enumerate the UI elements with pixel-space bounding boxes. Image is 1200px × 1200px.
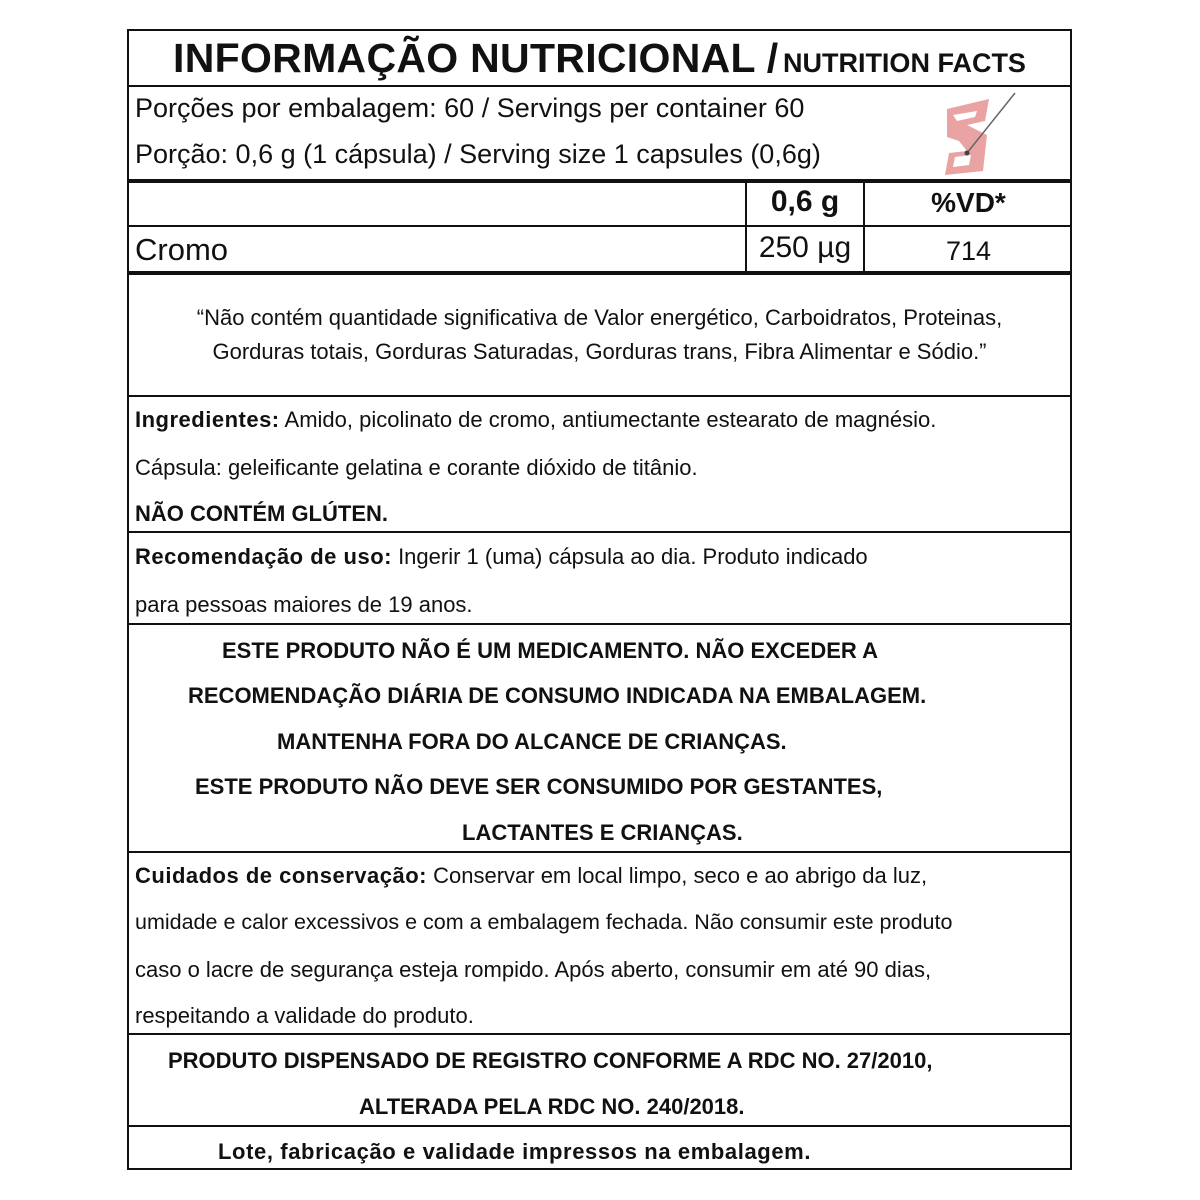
storage-text: Cuidados de conservação: Conservar em local limpo, seco e ao abrigo da luz, [135, 863, 928, 888]
certification-seal-icon [937, 91, 1017, 177]
warning-line: LACTANTES E CRIANÇAS. [462, 820, 743, 845]
divider [129, 531, 1070, 533]
storage-text-line4: respeitando a validade do produto. [135, 1003, 474, 1028]
storage-label: Cuidados de conservação: [135, 863, 427, 888]
servings-per-container: Porções por embalagem: 60 / Servings per container 60 [135, 93, 805, 123]
title-sub: NUTRITION FACTS [782, 48, 1026, 78]
gluten-statement: NÃO CONTÉM GLÚTEN. [135, 501, 388, 526]
usage-text: Recomendação de uso: Ingerir 1 (uma) cápsula ao dia. Produto indicado [135, 544, 868, 569]
nutrient-amount: 250 µg [758, 231, 852, 264]
usage-label: Recomendação de uso: [135, 544, 392, 569]
ingredients-text: Ingredientes: Amido, picolinato de cromo, antiumectante estearato de magnésio. [135, 407, 937, 432]
divider [129, 225, 1070, 227]
divider [129, 271, 1070, 275]
ingredients-label: Ingredientes: [135, 407, 280, 432]
nutrition-label [127, 29, 1072, 1170]
divider [129, 1033, 1070, 1035]
warning-line: MANTENHA FORA DO ALCANCE DE CRIANÇAS. [277, 729, 787, 754]
storage-text-line2: umidade e calor excessivos e com a embalagem fechada. Não consumir este produto [135, 910, 953, 934]
nutrient-daily-value: 714 [945, 236, 992, 266]
divider [129, 851, 1070, 853]
warning-line: ESTE PRODUTO NÃO É UM MEDICAMENTO. NÃO EXCEDER A [222, 638, 878, 663]
header-daily-value: %VD* [931, 187, 1006, 218]
warning-line: RECOMENDAÇÃO DIÁRIA DE CONSUMO INDICADA NA EMBALAGEM. [188, 683, 927, 708]
divider [129, 1125, 1070, 1127]
label-title [129, 35, 1070, 82]
divider [129, 395, 1070, 397]
batch-info: Lote, fabricação e validade impressos na embalagem. [218, 1139, 812, 1164]
capsule-text: Cápsula: geleificante gelatina e corante dióxido de titânio. [135, 455, 698, 480]
storage-text-line3: caso o lacre de segurança esteja rompido. Após aberto, consumir em até 90 dias, [135, 957, 932, 982]
header-amount: 0,6 g [770, 185, 840, 218]
nutrient-name: Cromo [135, 232, 229, 267]
serving-size: Porção: 0,6 g (1 cápsula) / Serving size 1 capsules (0,6g) [135, 139, 821, 169]
usage-text-line2: para pessoas maiores de 19 anos. [135, 592, 473, 617]
divider [129, 623, 1070, 625]
divider [129, 85, 1070, 87]
note-line: “Não contém quantidade significativa de Valor energético, Carboidratos, Proteinas, [196, 305, 1003, 330]
note-line: Gorduras totais, Gorduras Saturadas, Gorduras trans, Fibra Alimentar e Sódio.” [212, 339, 987, 364]
registration-line: ALTERADA PELA RDC NO. 240/2018. [359, 1094, 745, 1119]
title-main: INFORMAÇÃO NUTRICIONAL / [173, 35, 779, 81]
divider [129, 179, 1070, 183]
warning-line: ESTE PRODUTO NÃO DEVE SER CONSUMIDO POR GESTANTES, [195, 774, 883, 799]
registration-line: PRODUTO DISPENSADO DE REGISTRO CONFORME A RDC NO. 27/2010, [168, 1048, 933, 1073]
